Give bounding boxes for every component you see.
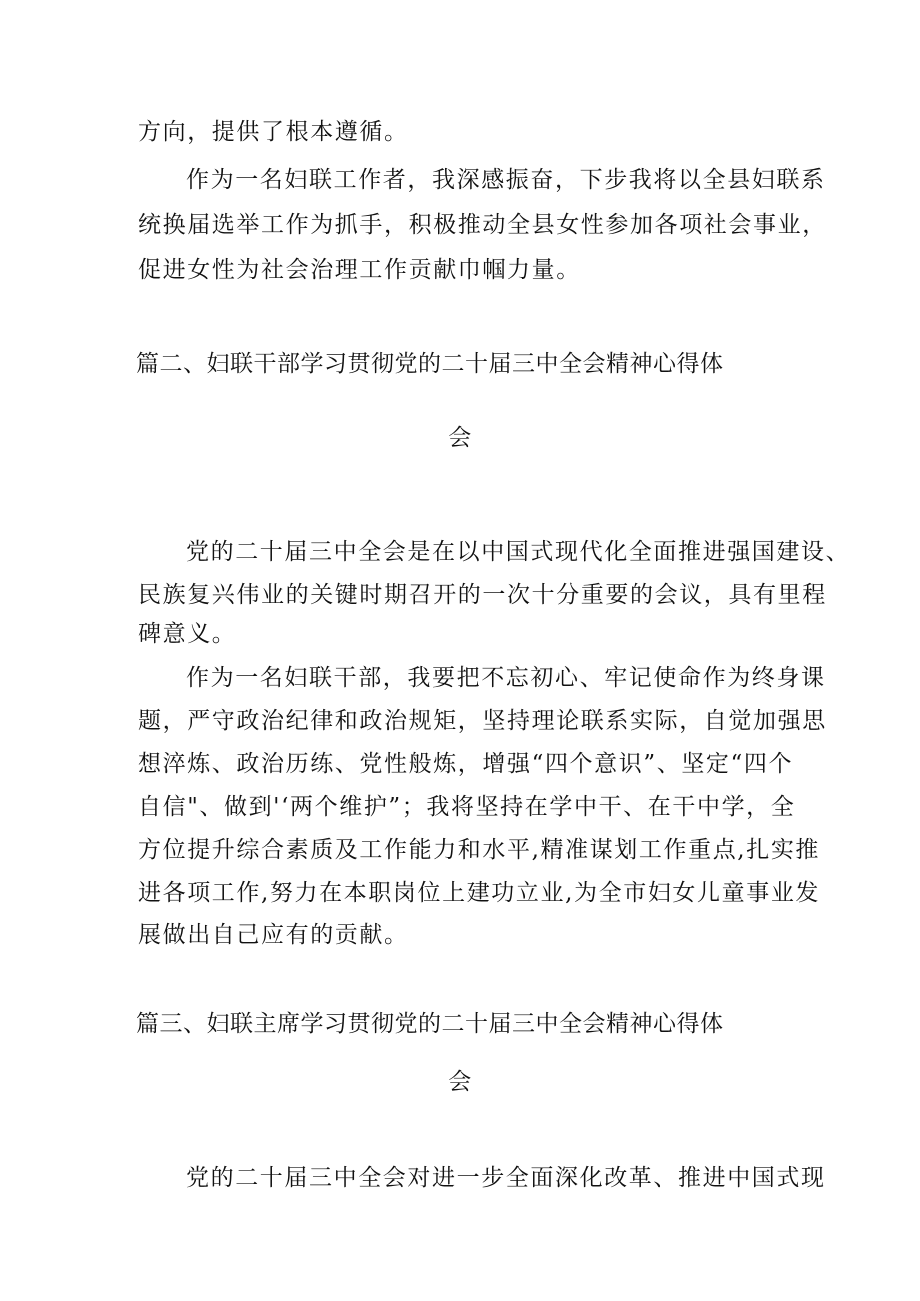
paragraph-line: 统换届选举工作为抓手，积极推动全县女性参加各项社会事业， — [138, 212, 827, 238]
section-heading: 篇二、妇联干部学习贯彻党的二十届三中全会精神心得体 — [136, 351, 724, 377]
paragraph-line: 自信"、做到'‘两个维护”；我将坚持在学中干、在干中学，全 — [138, 794, 796, 820]
paragraph-line: 作为一名妇联干部，我要把不忘初心、牢记使命作为终身课 — [186, 665, 826, 691]
paragraph-line: 想淬炼、政治历练、党性般炼，增强“四个意识”、坚定“四个 — [138, 751, 794, 777]
paragraph-line: 进各项工作,努力在本职岗位上建功立业,为全市妇女儿童事业发 — [138, 880, 821, 906]
paragraph-line: 民族复兴伟业的关键时期召开的一次十分重要的会议，具有里程 — [138, 582, 827, 608]
paragraph-line: 展做出自己应有的贡献。 — [138, 922, 409, 948]
paragraph-line: 题，严守政治纪律和政治规矩，坚持理论联系实际，自觉加强思 — [138, 708, 827, 734]
section-heading-continued: 会 — [448, 1069, 472, 1095]
paragraph-line: 方位提升综合素质及工作能力和水平,精准谋划工作重点,扎实推 — [138, 837, 821, 863]
section-heading: 篇三、妇联主席学习贯彻党的二十届三中全会精神心得体 — [136, 1011, 724, 1037]
paragraph-line: 方向，提供了根本遵循。 — [138, 119, 409, 145]
paragraph-line: 碑意义。 — [138, 621, 237, 647]
paragraph-line: 作为一名妇联工作者，我深感振奋，下步我将以全县妇联系 — [186, 167, 826, 193]
paragraph-line: 党的二十届三中全会对进一步全面深化改革、推进中国式现 — [186, 1165, 826, 1191]
section-heading-continued: 会 — [448, 425, 472, 451]
paragraph-line: 促进女性为社会治理工作贡献巾帼力量。 — [138, 257, 581, 283]
paragraph-line: 党的二十届三中全会是在以中国式现代化全面推进强国建设、 — [186, 539, 851, 565]
